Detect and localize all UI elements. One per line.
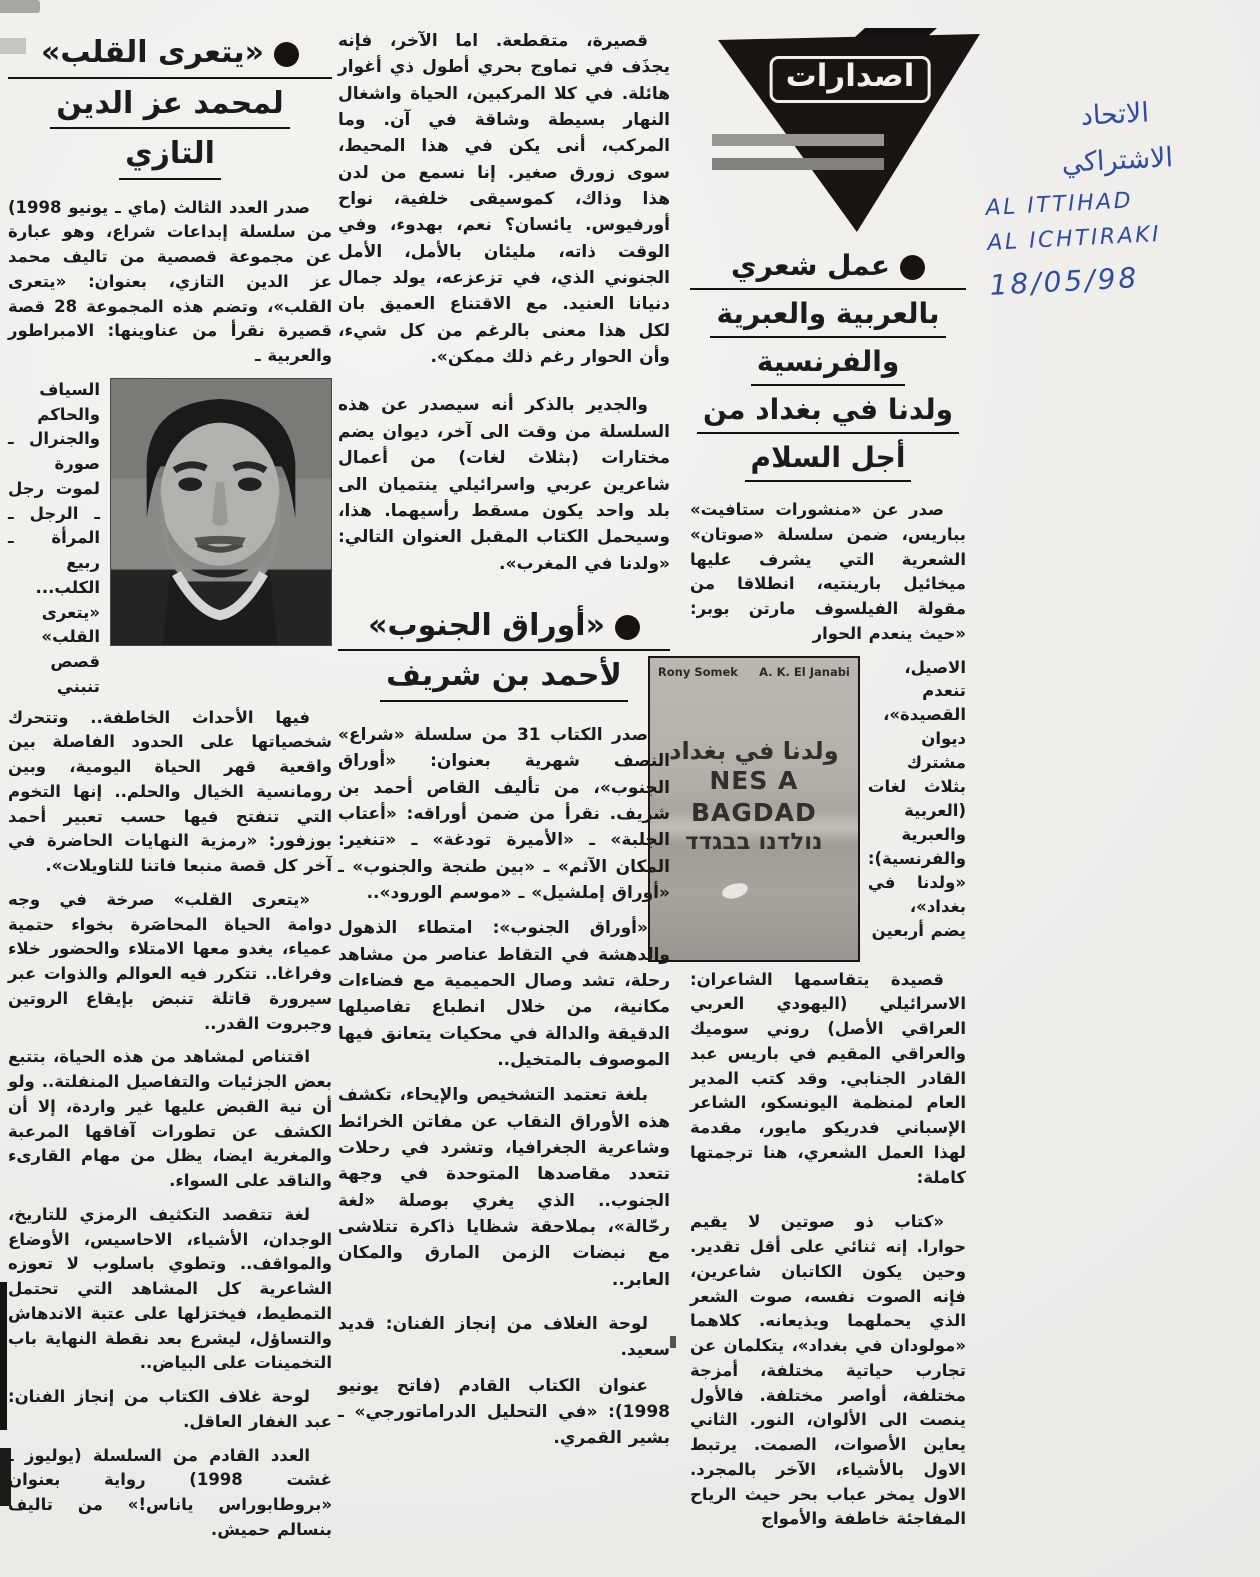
scan-edge-mark: [0, 1282, 7, 1430]
book-author-left: Rony Somek: [657, 664, 738, 679]
headline-line: التازي: [119, 135, 221, 180]
headline-line: «يتعرى القلب»: [41, 35, 264, 70]
headline-line: والفرنسية: [751, 344, 906, 386]
awraq-article-headline: [338, 607, 670, 702]
scan-smudge: [670, 1336, 676, 1348]
handwritten-note: [980, 85, 1258, 302]
headline-line: عمل شعري: [730, 249, 891, 282]
paragraph: اقتناص لمشاهد من هذه الحياة، بتتبع بعض الجزئيات والتفاصيل المنفلتة.. ولو أن نية القبض عليها غير واردة، إلا أن الكشف عن تطورات آفاقها المرعبة والمغرية ايضا، يظل من مهام القارىء والناقد على السواء.: [8, 1047, 332, 1190]
bullet-icon: [900, 255, 925, 280]
book-title-french: NES A BAGDAD: [690, 766, 817, 827]
book-cover-row: [657, 656, 966, 962]
author-photo-row: [8, 378, 332, 700]
headline-line: أجل السلام: [745, 440, 912, 482]
paragraph: والجدير بالذكر أنه سيصدر عن هذه السلسلة من وقت الى آخر، ديوان يضم مختارات (بثلاث لغات) من أعمال شاعرين عربي واسرائيلي ينتميان الى بلد واحد يكون مسقط رأسيهما. هذا، وسيحمل الكتاب المقبل العنوان التالي: «ولدنا في المغرب».: [338, 395, 670, 574]
poetry-article-headline: [690, 248, 966, 482]
logo-label: اصدارات: [770, 56, 931, 103]
paragraph: «يتعرى القلب» صرخة في وجه دوامة الحياة المحاصَرة بخواء حتمية عمياء، يغدو معها الامتلاء والحضور خلاء وفراغا.. تتكرر فيه العوالم والذوات عبر سيرورة قاتلة تنبض بإيقاع الروتين وجبروت القدر..: [8, 889, 332, 1033]
headline-line: لمحمد عز الدين: [50, 85, 290, 130]
handwritten-title-arabic-2: الاشتراكي: [1060, 142, 1174, 179]
bullet-icon: [615, 615, 640, 640]
handwritten-title-latin-2: AL ICHTIRAKI: [986, 221, 1162, 256]
handwritten-title-arabic-1: الاتحاد: [1080, 97, 1150, 132]
heart-article-headline: [8, 34, 332, 180]
headline-line: ولدنا في بغداد من: [697, 392, 959, 434]
headline-line: لأحمد بن شريف: [380, 657, 628, 702]
handwritten-date: 18/05/98: [988, 261, 1141, 303]
paragraph: السياف والحاكم والجنرال ـ صورة لموت رجل ـ الرجل ـ المرأة ـ ربيع الكلب... «يتعرى القلب» قصص تنبني: [8, 379, 100, 696]
next-issue-note: العدد القادم من السلسلة (يوليوز ـ غشت 1998) رواية بعنوان «بروطابوراس ياناس!» من تاليف بنسالم حميش.: [8, 1445, 332, 1539]
middle-column: [338, 28, 670, 1461]
logo-stripe: [712, 158, 884, 170]
cover-credit: لوحة غلاف الكتاب من إنجاز الفنان: عبد الغفار العاقل.: [8, 1387, 332, 1431]
paragraph: صدر الكتاب 31 من سلسلة «شراع» النصف شهرية بعنوان: «أوراق الجنوب»، من تأليف القاص أحمد بن شريف. نقرأ من ضمن أوراقه: «أعتاب الجلبة» ـ «الأميرة تودغة» ـ «تنغير: المكان الآثم» ـ «بين طنجة والجنوب» ـ «أوراق إملشيل» ـ «موسم الورود»..: [338, 724, 670, 903]
paragraph: «كتاب ذو صوتين لا يقيم حوارا. إنه ثنائي على أقل تقدير. وحين يكون الكاتبان شاعرين، فإنه الصوت نفسه، صوت الشعر الذي يحملهما ويذيعانه. كلاهما «مولودان في بغداد»، يتكلمان عن تجارب حياتية مختلفة، أمزجة مختلفة، أواصر مختلفة. فالأول ينصت الى الألوان، النور. الثاني يعاين الأصوات، الصمت. يرتبط الاول بالأشياء، الآخر بالمجرد. الاول يمخر عباب بحر حيث الرياح المفاجئة خاطفة والأمواج: [690, 1212, 966, 1529]
headline-line: «أوراق الجنوب»: [368, 607, 605, 643]
cover-texture-speck: [721, 881, 749, 900]
book-author-right: A. K. El Janabi: [759, 664, 850, 679]
paragraph: قصيدة يتقاسمها الشاعران: الاسرائيلي (اليهودي العربي العراقي الأصل) روني سوميك والعراقي المقيم في باريس عبد القادر الجنابي. وقد كتب المدير العام لمنظمة اليونسكو، الشاعر الإسباني فدريكو مايور، مقدمة لهذا العمل الشعري، هنا ترجمتها كاملة:: [690, 969, 966, 1187]
author-photo: [110, 378, 332, 646]
paragraph: بلغة تعتمد التشخيص والإيحاء، تكشف هذه الأوراق النقاب عن مفاتن الخرائط وشاعرية الجغرافيا، وتشرد في رحلات تتعدد مقاصدها المتوحدة في وجهة الجنوب.. الذي يغري بوصلة «لغة رحّالة»، بملاحقة شظايا ذاكرة تتلاشى مع نبضات الزمن المارق والمكان العابر..: [338, 1085, 670, 1290]
cover-credit: لوحة الغلاف من إنجاز الفنان: قديد سعيد.: [338, 1314, 670, 1361]
paragraph: صدر العدد الثالث (ماي ـ يونيو 1998) من سلسلة إبداعات شراع، وهو عبارة عن مجموعة قصصية من تاليف محمد عز الدين التازي، بعنوان: «يتعرى القلب»، وتضم هذه المجموعة 28 قصة قصيرة نقرأ من عناوينها: الامبراطور والعربية ـ: [8, 197, 332, 365]
article-heart-column: [8, 34, 332, 1552]
scan-smudge: [0, 0, 40, 13]
paragraph: فيها الأحداث الخاطفة.. وتتحرك شخصياتها على الحدود الفاصلة بين واقعية قهر الحياة اليومية، وبين رومانسية الخيال والحلم.. إنها التخوم التي تنفتح فيها حسب تعبير أحمد بوزفور: «رمزية النهايات الحاضرة في آخر كل قصة منبعا فاتنا للتاويلات».: [8, 707, 332, 875]
handwritten-title-latin-1: AL ITTIHAD: [984, 188, 1134, 221]
masthead-logo: [700, 22, 1000, 240]
article-poetry-column: [657, 248, 966, 1541]
headline-line: بالعربية والعبرية: [710, 296, 945, 338]
paragraph: لغة تتقصد التكثيف الرمزي للتاريخ، الوجدان، الأشياء، الاحاسيس، الأوضاع والمواقف.. وتطوي باسلوب لا تعوزه الشاعرية كل المشاهد التي تحتمل التمطيط، فيختزلها على عتبة الاندهاش والتساؤل، ليشرع بعد نقطة النهاية باب التخمينات على البياض..: [8, 1204, 332, 1373]
book-title-arabic: ولدنا في بغداد: [669, 736, 839, 765]
book-title-hebrew: נולדנו בבגדד: [685, 828, 823, 855]
paragraph: صدر عن «منشورات ستافيت» بباريس، ضمن سلسلة «صوتان» الشعرية التي يشرف عليها ميخائيل بارينتيه، انطلاقا من مقولة الفيلسوف مارتن بوبر: «حيث ينعدم الحوار: [690, 500, 966, 643]
paragraph: قصيرة، متقطعة. اما الآخر، فإنه يجذَف في تماوج بحري أطول ذي أغوار هائلة. في كلا المركبين، الحياة واشغال النهار بسيطة وشاقة في آن. وما المركب، أنى يكن في هذا المحيط، سوى زورق صغير. إنا نسمع من لدن هذا وذاك، كموسيقى خلفية، نواح أورفيوس. يائسان؟ نعم، بهدوء، وفي الوقت ذاته، مليئان بالأمل، الأمل الجنوني الذي، في تزعزعه، يولد جمال دنيانا العنيد. مع الاقتناع العميق بان لكل هذا معنى بالرغم من كل شيء، وأن الحوار رغم ذلك ممكن».: [338, 31, 670, 368]
logo-stripe: [712, 134, 884, 146]
portrait-illustration: [111, 379, 331, 645]
book-cover-image: [648, 656, 860, 962]
next-book-note: عنوان الكتاب القادم (فاتح يونيو 1998): «في التحليل الدراماتورجي» ـ بشير القمري.: [338, 1375, 670, 1449]
paragraph: الاصيل، تنعدم القصيدة»، ديوان مشترك بثلاث لغات (العربية والعبرية والفرنسية): «ولدنا في بغداد»، يضم أربعين: [867, 657, 966, 940]
bullet-icon: [274, 42, 299, 67]
paragraph: «أوراق الجنوب»: امتطاء الذهول والدهشة في التقاط عناصر من مشاهد رحلة، تشد وصال الحميمية مع فضاءات مكانية، من خلال انطباع تفاصيلها الدقيقة والدالة في محكيات يتعانق فيها الموصوف بالمتخيل..: [338, 918, 670, 1070]
